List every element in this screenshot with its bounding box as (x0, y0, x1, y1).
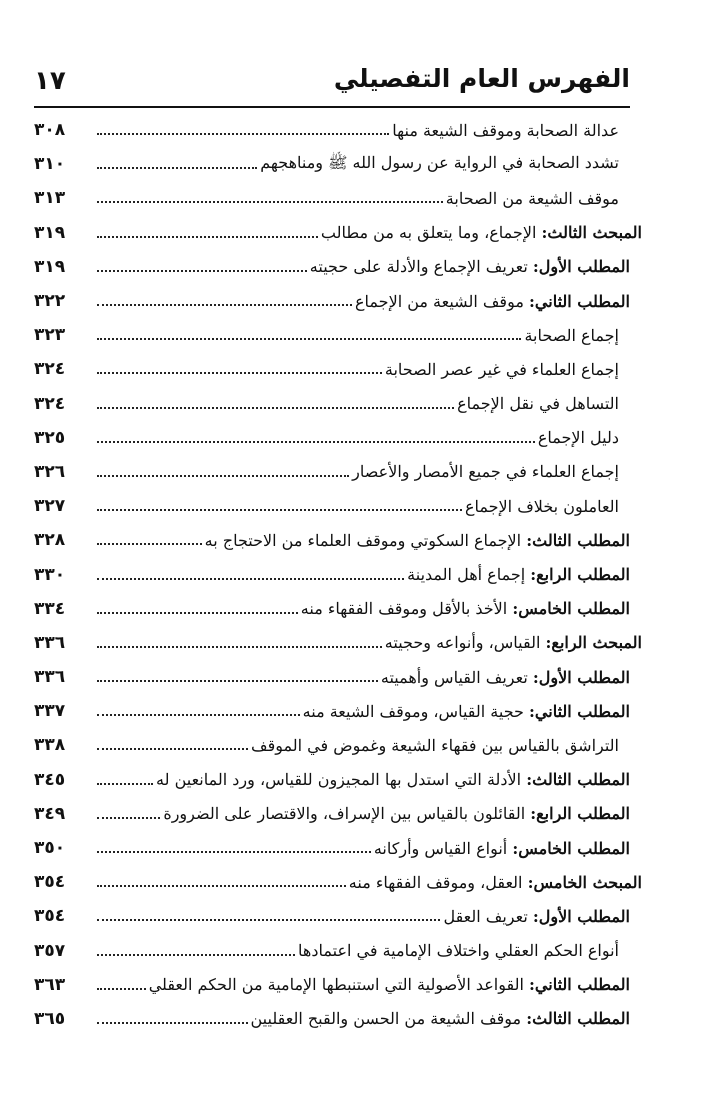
toc-entry-title (385, 633, 642, 652)
toc-entry-title (392, 121, 619, 140)
toc-entry-heading: المطلب الخامس: (512, 838, 630, 858)
toc-entry-title (260, 153, 619, 176)
toc-entry-text: دليل الإجماع (537, 428, 619, 448)
toc-entry-heading: المطلب الثاني: (529, 291, 630, 311)
toc-entry-page: ٣٣٦ (34, 632, 66, 653)
dot-leader (97, 167, 257, 169)
toc-entry-text: القائلون بالقياس بين الإسراف، والاقتصار على الضرورة (163, 804, 531, 824)
dot-leader (97, 372, 382, 374)
toc-entry-title (352, 462, 619, 481)
table-of-contents (34, 113, 642, 1036)
toc-entry (34, 284, 630, 318)
toc-entry-text: الأخذ بالأقل وموقف الفقهاء منه (300, 599, 513, 619)
toc-entry-title (385, 360, 619, 379)
toc-entry-page: ٣٢٥ (34, 427, 66, 448)
toc-entry-page: ٣٠٨ (34, 120, 66, 141)
toc-entry-title (443, 907, 630, 926)
toc-entry-heading: المبحث الرابع: (545, 633, 642, 653)
toc-entry-page: ٣٥٧ (34, 940, 66, 961)
toc-entry-page: ٣٢٢ (34, 291, 66, 312)
toc-entry-page: ٣٢٨ (34, 530, 66, 551)
toc-entry-heading: المطلب الرابع: (530, 565, 630, 585)
toc-entry-heading: المطلب الثالث: (526, 530, 630, 550)
toc-entry-text: تعريف الإجماع والأدلة على حجيته (309, 257, 533, 277)
toc-entry-text: القياس، وأنواعه وحجيته (384, 633, 546, 653)
dot-leader (97, 988, 146, 990)
toc-entry-text: تعريف العقل (443, 906, 533, 926)
dot-leader (97, 441, 535, 443)
toc-entry-title (524, 326, 619, 345)
toc-entry (34, 968, 630, 1002)
toc-entry-title (355, 292, 630, 311)
dot-leader (97, 338, 521, 340)
dot-leader (97, 646, 382, 648)
toc-entry-title (156, 770, 630, 789)
toc-entry-page: ٣٢٤ (34, 359, 66, 380)
dot-leader (97, 954, 295, 956)
toc-entry (34, 181, 630, 215)
toc-entry-title (407, 565, 630, 584)
toc-entry (34, 728, 630, 762)
toc-entry-text: تعريف القياس وأهميته (380, 667, 533, 687)
toc-entry-page: ٣٤٩ (34, 803, 66, 824)
toc-entry-page: ٣٢٧ (34, 496, 66, 517)
toc-entry-title (374, 839, 630, 858)
dot-leader (97, 543, 202, 545)
dot-leader (97, 783, 153, 785)
toc-entry-heading: المبحث الخامس: (527, 872, 642, 892)
toc-entry-text: إجماع العلماء في جميع الأمصار والأعصار (352, 462, 619, 482)
toc-entry-text: التساهل في نقل الإجماع (457, 394, 619, 414)
dot-leader (97, 270, 307, 272)
page-number: ١٧ (34, 66, 66, 96)
toc-entry-title (303, 702, 630, 721)
toc-entry-text: موقف الشيعة من الحسن والقبح العقليين (250, 1009, 527, 1029)
toc-entry (34, 523, 630, 557)
dot-leader (97, 851, 371, 853)
dot-leader (97, 407, 454, 409)
toc-entry-text: الأدلة التي استدل بها المجيزون للقياس، ورد المانعين له (156, 770, 527, 790)
toc-entry-page: ٣٥٠ (34, 838, 66, 859)
toc-entry-title (381, 668, 630, 687)
toc-entry (34, 557, 630, 591)
dot-leader (97, 578, 404, 580)
toc-entry-heading: المطلب الثالث: (526, 770, 630, 790)
toc-entry (34, 421, 630, 455)
dot-leader (97, 612, 298, 614)
toc-entry-page: ٣٥٤ (34, 872, 66, 893)
toc-entry-heading: المطلب الثاني: (529, 701, 630, 721)
toc-entry-heading: المبحث الثالث: (541, 223, 642, 243)
toc-entry-title (465, 497, 619, 516)
toc-entry (34, 831, 630, 865)
toc-entry-text: موقف الشيعة من الإجماع (355, 291, 529, 311)
toc-entry-text: أنواع القياس وأركانه (373, 838, 513, 858)
toc-entry-title (163, 804, 630, 823)
toc-entry-page: ٣٣٧ (34, 701, 66, 722)
toc-entry-title (149, 975, 630, 994)
toc-entry (34, 318, 630, 352)
toc-entry-page: ٣١٠ (34, 154, 66, 175)
toc-entry-text: التراشق بالقياس بين فقهاء الشيعة وغموض في الموقف (251, 735, 619, 755)
toc-entry-page: ٣٣٨ (34, 735, 66, 756)
dot-leader (97, 1022, 248, 1024)
toc-entry-heading: المطلب الأول: (532, 257, 630, 277)
toc-entry (34, 352, 630, 386)
toc-entry (34, 660, 630, 694)
toc-entry-title (251, 736, 619, 755)
toc-entry-page: ٣٥٤ (34, 906, 66, 927)
toc-entry-page: ٣٣٤ (34, 598, 66, 619)
toc-entry-page: ٣٢٦ (34, 461, 66, 482)
toc-entry-text: أنواع الحكم العقلي واختلاف الإمامية في اعتمادها (298, 941, 619, 961)
toc-entry (34, 489, 630, 523)
toc-entry-page: ٣٢٤ (34, 393, 66, 414)
toc-entry-title (446, 189, 619, 208)
toc-entry-page: ٣٣٠ (34, 564, 66, 585)
toc-entry-text: القواعد الأصولية التي استنبطها الإمامية من الحكم العقلي (148, 975, 529, 995)
dot-leader (97, 201, 443, 203)
toc-entry (34, 694, 630, 728)
dot-leader (97, 714, 300, 716)
toc-entry-page: ٣٤٥ (34, 769, 66, 790)
dot-leader (97, 919, 440, 921)
toc-entry (34, 797, 630, 831)
dot-leader (97, 509, 462, 511)
toc-entry-page: ٣٣٦ (34, 667, 66, 688)
toc-entry-heading: المطلب الخامس: (512, 599, 630, 619)
toc-entry-heading: المطلب الأول: (532, 667, 630, 687)
toc-entry-title (349, 873, 642, 892)
toc-entry (34, 216, 642, 250)
toc-entry-heading: المطلب الثالث: (526, 1009, 630, 1029)
toc-entry-title (205, 531, 630, 550)
toc-entry (34, 1002, 630, 1036)
toc-entry-text: إجماع الصحابة (524, 325, 619, 345)
toc-entry (34, 763, 630, 797)
toc-entry-title (251, 1009, 631, 1028)
toc-entry-text: إجماع أهل المدينة (407, 565, 531, 585)
dot-leader (97, 133, 389, 135)
running-title: الفهرس العام التفصيلي (333, 64, 630, 93)
toc-entry (34, 250, 630, 284)
toc-entry-text: العقل، وموقف الفقهاء منه (348, 872, 528, 892)
dot-leader (97, 885, 346, 887)
toc-entry (34, 592, 630, 626)
toc-entry (34, 934, 630, 968)
toc-entry-title (457, 394, 619, 413)
toc-entry-page: ٣١٩ (34, 256, 66, 277)
dot-leader (97, 680, 378, 682)
dot-leader (97, 236, 318, 238)
toc-entry-heading: المطلب الأول: (532, 906, 630, 926)
toc-entry-text: إجماع العلماء في غير عصر الصحابة (384, 359, 619, 379)
toc-entry (34, 865, 642, 899)
toc-entry-page: ٣١٣ (34, 188, 66, 209)
toc-entry-text: حجية القياس، وموقف الشيعة منه (302, 701, 529, 721)
dot-leader (97, 817, 160, 819)
toc-entry-page: ٣٢٣ (34, 325, 66, 346)
dot-leader (97, 475, 349, 477)
toc-entry-heading: المطلب الرابع: (530, 804, 630, 824)
toc-entry-text: الإجماع، وما يتعلق به من مطالب (320, 223, 542, 243)
toc-entry-text: تشدد الصحابة في الرواية عن رسول الله ﷺ ومناهجهم (260, 152, 619, 172)
toc-entry-heading: المطلب الثاني: (529, 975, 630, 995)
toc-entry-title (310, 257, 630, 276)
toc-entry-title (301, 599, 630, 618)
toc-entry (34, 387, 630, 421)
toc-entry (34, 113, 630, 147)
toc-entry-page: ٣٦٣ (34, 974, 66, 995)
toc-entry (34, 626, 642, 660)
toc-entry-page: ٣٦٥ (34, 1008, 66, 1029)
dot-leader (97, 748, 248, 750)
toc-entry-page: ٣١٩ (34, 222, 66, 243)
page-header (34, 62, 630, 108)
dot-leader (97, 304, 352, 306)
toc-entry-text: الإجماع السكوتي وموقف العلماء من الاحتجاج به (204, 530, 527, 550)
toc-entry-text: العاملون بخلاف الإجماع (464, 496, 619, 516)
toc-entry-title (298, 941, 619, 960)
toc-entry-text: عدالة الصحابة وموقف الشيعة منها (392, 120, 619, 140)
toc-entry (34, 455, 630, 489)
toc-entry (34, 899, 630, 933)
toc-entry-text: موقف الشيعة من الصحابة (445, 188, 619, 208)
toc-entry-title (321, 223, 642, 242)
toc-entry (34, 147, 630, 181)
toc-entry-title (538, 428, 619, 447)
